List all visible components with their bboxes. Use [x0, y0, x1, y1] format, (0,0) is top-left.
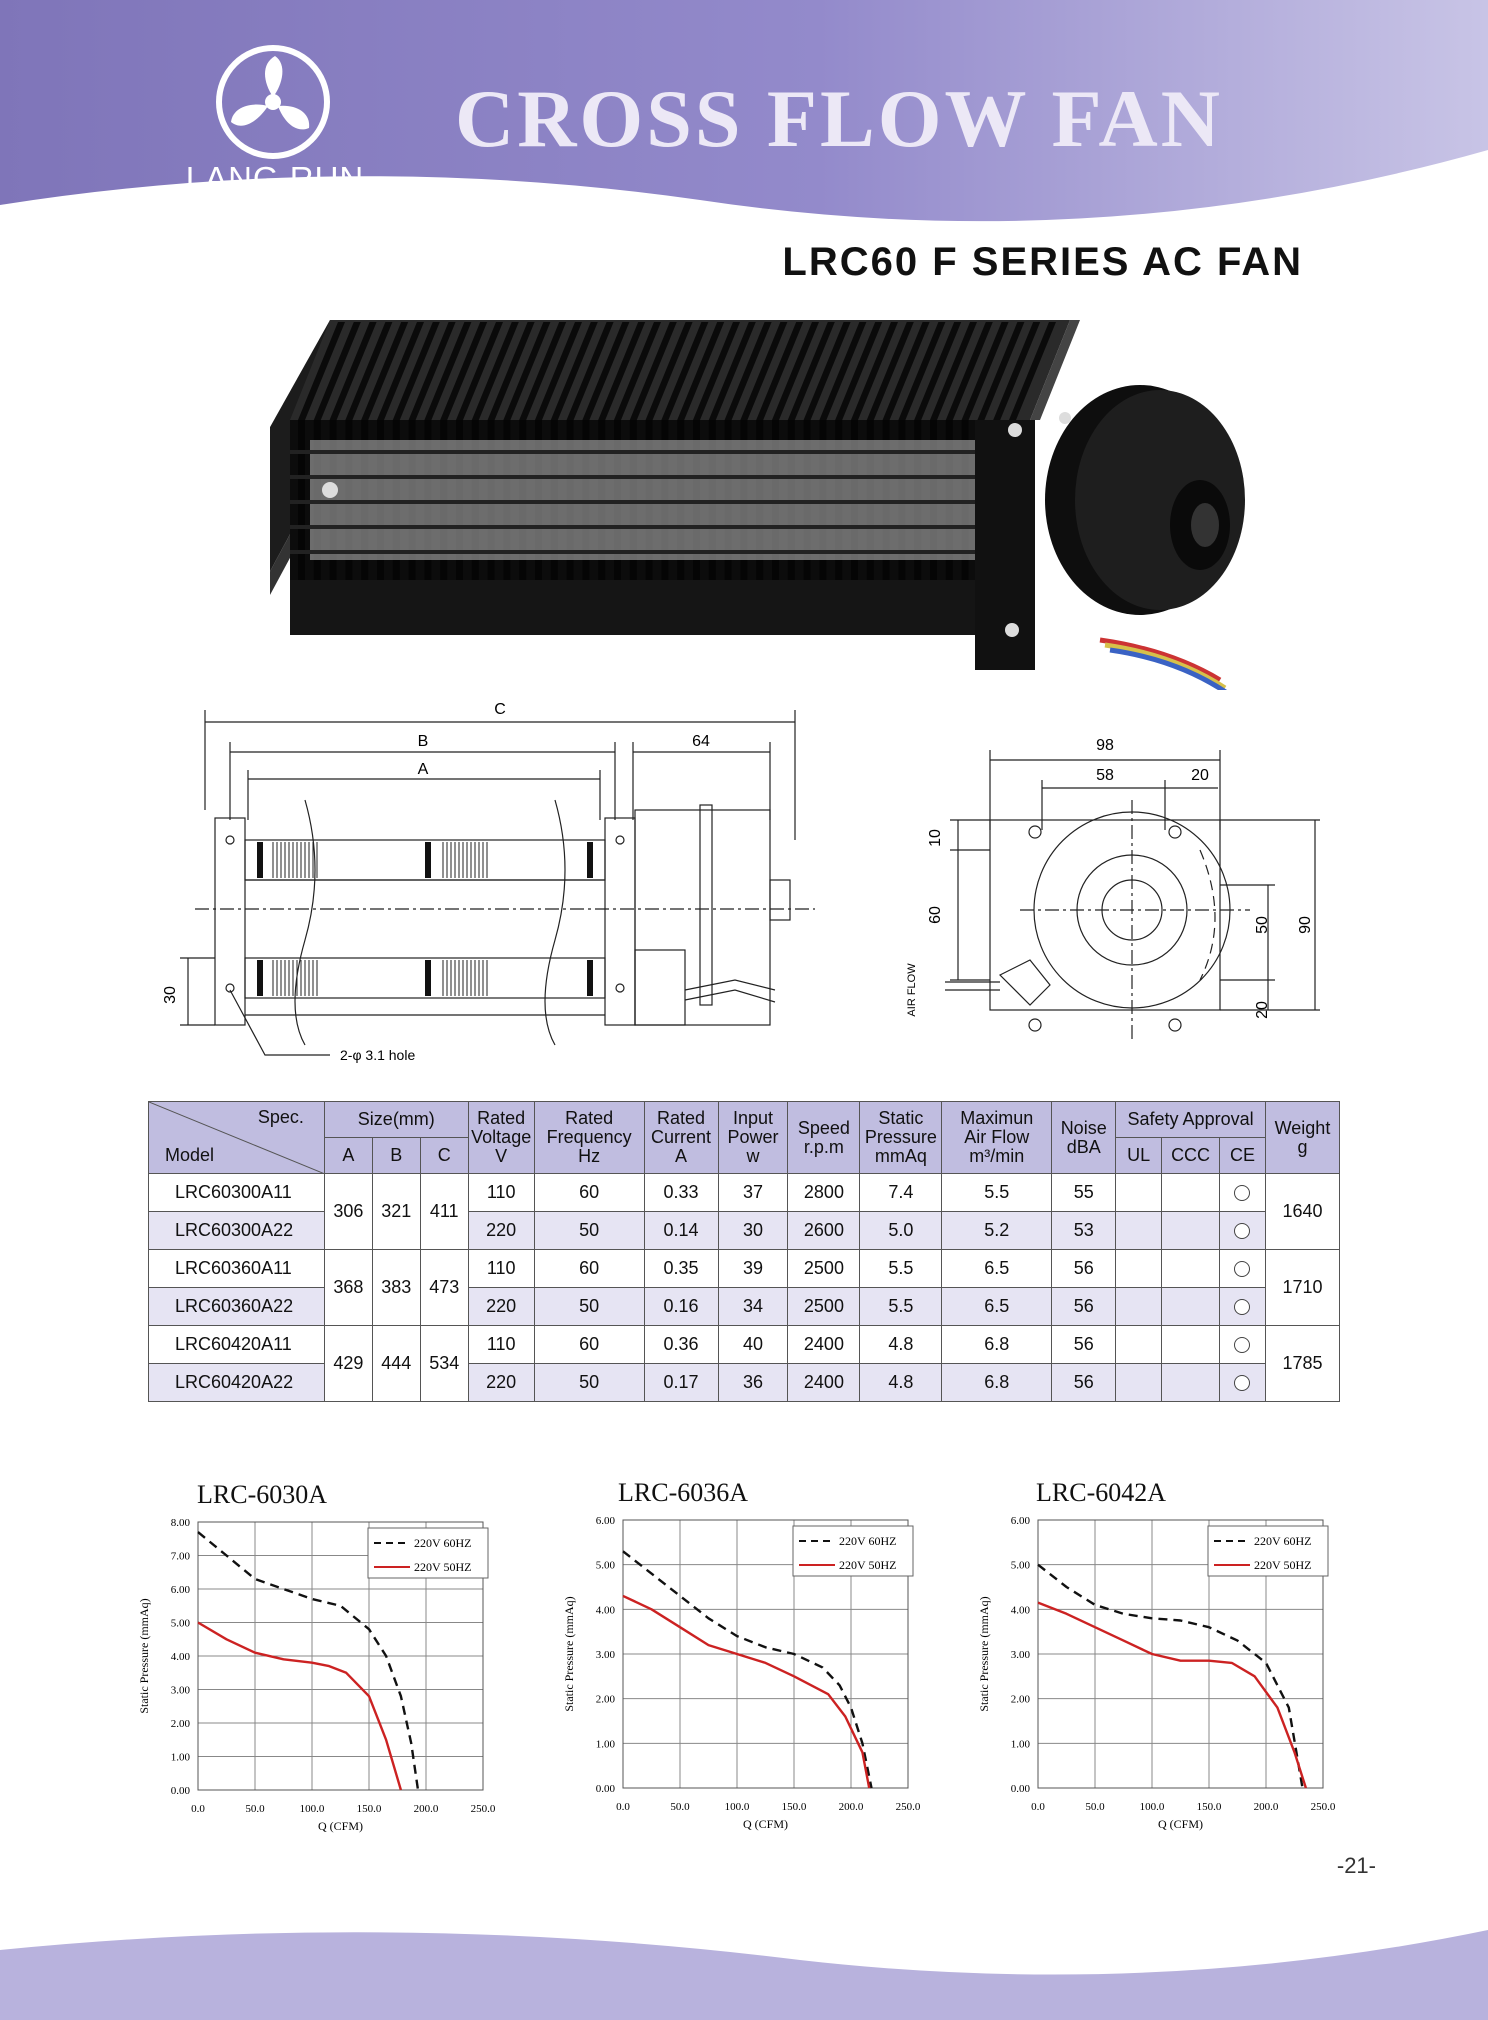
- front-view-drawing: [900, 720, 1340, 1060]
- model-label: Model: [165, 1145, 215, 1165]
- ccc-cell: [1162, 1250, 1220, 1288]
- ce-approval-icon: [1234, 1261, 1250, 1277]
- x-axis-label: Q (CFM): [1157, 1817, 1204, 1831]
- dim-20a-label: 20: [1191, 767, 1209, 784]
- size-a-cell: 368: [324, 1250, 372, 1326]
- ccc-cell: [1162, 1288, 1220, 1326]
- y-tick-label: 4.00: [170, 1651, 190, 1663]
- power-cell: 37: [718, 1174, 788, 1212]
- airflow-cell: 6.5: [942, 1288, 1052, 1326]
- size-a-cell: 306: [324, 1174, 372, 1250]
- pressure-cell: 4.8: [860, 1326, 942, 1364]
- y-tick-label: 6.00: [170, 1584, 190, 1596]
- current-cell: 0.16: [644, 1288, 718, 1326]
- ul-header: UL: [1116, 1138, 1162, 1174]
- speed-cell: 2600: [788, 1212, 860, 1250]
- size-c-cell: 473: [420, 1250, 468, 1326]
- model-cell: LRC60420A11: [149, 1326, 325, 1364]
- spec-table: [148, 1101, 1340, 1402]
- x-axis-label: Q (CFM): [742, 1817, 789, 1831]
- y-tick-label: 2.00: [595, 1693, 615, 1706]
- y-tick-label: 5.00: [170, 1617, 190, 1630]
- x-tick-label: 100.0: [1139, 1801, 1165, 1813]
- airflow-cell: 5.2: [942, 1212, 1052, 1250]
- x-tick-label: 100.0: [299, 1803, 325, 1815]
- x-tick-label: 50.0: [245, 1803, 265, 1815]
- ce-approval-icon: [1234, 1337, 1250, 1353]
- current-cell: 0.14: [644, 1212, 718, 1250]
- airflow-cell: 6.8: [942, 1326, 1052, 1364]
- chart-1-title: LRC-6030A: [197, 1480, 327, 1509]
- chart-lrc-6036a: [555, 1508, 935, 1838]
- airflow-cell: 6.8: [942, 1364, 1052, 1402]
- spec-label: Spec.: [257, 1107, 304, 1127]
- x-tick-label: 150.0: [356, 1803, 382, 1815]
- pressure-cell: 5.0: [860, 1212, 942, 1250]
- y-tick-label: 3.00: [170, 1684, 190, 1697]
- y-tick-label: 2.00: [170, 1718, 190, 1730]
- voltage-cell: 220: [468, 1364, 534, 1402]
- current-cell: 0.17: [644, 1364, 718, 1402]
- fan-logo-icon: [213, 42, 333, 162]
- ul-cell: [1116, 1326, 1162, 1364]
- ccc-header: CCC: [1162, 1138, 1220, 1174]
- size-c-cell: 411: [420, 1174, 468, 1250]
- weight-cell: 1710: [1265, 1250, 1339, 1326]
- legend-label: 220V 60HZ: [414, 1536, 472, 1550]
- weight-header: Weight g: [1265, 1102, 1339, 1174]
- size-c-cell: 534: [420, 1326, 468, 1402]
- ce-approval-icon: [1234, 1185, 1250, 1201]
- y-tick-label: 5.00: [1010, 1559, 1030, 1572]
- dim-64-label: 64: [692, 733, 710, 750]
- y-axis-label: Static Pressure (mmAq): [977, 1596, 991, 1712]
- side-view-drawing: [155, 690, 855, 1080]
- airflow-label: AIR FLOW: [906, 963, 918, 1017]
- page-title: CROSS FLOW FAN: [455, 73, 1223, 164]
- size-b-cell: 383: [372, 1250, 420, 1326]
- speed-header: Speed r.p.m: [788, 1102, 860, 1174]
- noise-cell: 53: [1052, 1212, 1116, 1250]
- model-cell: LRC60420A22: [149, 1364, 325, 1402]
- y-tick-label: 0.00: [595, 1783, 615, 1795]
- pressure-cell: 7.4: [860, 1174, 942, 1212]
- y-axis-label: Static Pressure (mmAq): [137, 1598, 151, 1714]
- x-tick-label: 150.0: [1196, 1801, 1222, 1813]
- y-tick-label: 8.00: [170, 1517, 190, 1529]
- x-tick-label: 50.0: [1085, 1801, 1105, 1813]
- dim-20b-label: 20: [1254, 1001, 1271, 1019]
- ce-cell: [1220, 1364, 1266, 1402]
- dim-30-label: 30: [162, 986, 179, 1004]
- chart-lrc-6042a: [970, 1508, 1350, 1848]
- legend-label: 220V 50HZ: [414, 1560, 472, 1574]
- x-tick-label: 250.0: [895, 1801, 921, 1813]
- noise-header: Noise dBA: [1052, 1102, 1116, 1174]
- x-tick-label: 200.0: [1253, 1801, 1279, 1813]
- x-tick-label: 200.0: [838, 1801, 864, 1813]
- frequency-cell: 50: [534, 1364, 644, 1402]
- x-tick-label: 250.0: [470, 1803, 496, 1815]
- safety-header: Safety Approval: [1116, 1102, 1266, 1138]
- ce-approval-icon: [1234, 1223, 1250, 1239]
- power-cell: 40: [718, 1326, 788, 1364]
- legend-label: 220V 60HZ: [1254, 1534, 1312, 1548]
- ul-cell: [1116, 1288, 1162, 1326]
- dim-c-label: C: [494, 701, 506, 718]
- hole-note: 2-φ 3.1 hole: [340, 1047, 416, 1063]
- power-header: Input Power w: [718, 1102, 788, 1174]
- dim-b-label: B: [417, 733, 429, 750]
- series-line: [198, 1623, 401, 1791]
- ccc-cell: [1162, 1326, 1220, 1364]
- noise-cell: 56: [1052, 1288, 1116, 1326]
- y-tick-label: 4.00: [1010, 1604, 1030, 1617]
- dim-10-label: 10: [927, 829, 944, 847]
- legend-label: 220V 60HZ: [839, 1534, 897, 1548]
- table-row: [149, 1326, 1340, 1364]
- frequency-cell: 60: [534, 1174, 644, 1212]
- current-cell: 0.33: [644, 1174, 718, 1212]
- ce-cell: [1220, 1212, 1266, 1250]
- series-line: [1038, 1565, 1303, 1788]
- footer-band: [0, 1890, 1488, 2020]
- weight-cell: 1640: [1265, 1174, 1339, 1250]
- legend-label: 220V 50HZ: [839, 1558, 897, 1572]
- power-cell: 30: [718, 1212, 788, 1250]
- ccc-cell: [1162, 1364, 1220, 1402]
- size-b-cell: 321: [372, 1174, 420, 1250]
- x-tick-label: 100.0: [724, 1801, 750, 1813]
- size-a-cell: 429: [324, 1326, 372, 1402]
- frequency-cell: 60: [534, 1326, 644, 1364]
- airflow-cell: 6.5: [942, 1250, 1052, 1288]
- airflow-header: Maximun Air Flow m³/min: [942, 1102, 1052, 1174]
- noise-cell: 56: [1052, 1326, 1116, 1364]
- y-tick-label: 4.00: [595, 1604, 615, 1617]
- y-axis-label: Static Pressure (mmAq): [562, 1596, 576, 1712]
- size-c-header: C: [420, 1138, 468, 1174]
- y-tick-label: 1.00: [170, 1751, 190, 1764]
- brand-name: LANG RUN: [185, 160, 365, 197]
- power-cell: 39: [718, 1250, 788, 1288]
- series-line: [623, 1596, 869, 1788]
- size-a-header: A: [324, 1138, 372, 1174]
- ul-cell: [1116, 1212, 1162, 1250]
- ul-cell: [1116, 1250, 1162, 1288]
- size-b-header: B: [372, 1138, 420, 1174]
- model-cell: LRC60360A22: [149, 1288, 325, 1326]
- spec-table-body: [149, 1174, 1340, 1402]
- ul-cell: [1116, 1174, 1162, 1212]
- speed-cell: 2400: [788, 1326, 860, 1364]
- x-axis-label: Q (CFM): [317, 1819, 364, 1833]
- dim-50-label: 50: [1254, 916, 1271, 934]
- pressure-cell: 5.5: [860, 1250, 942, 1288]
- table-row: [149, 1250, 1340, 1288]
- spec-model-header: [149, 1102, 325, 1174]
- dim-58-label: 58: [1096, 767, 1114, 784]
- product-photo: [270, 300, 1300, 690]
- speed-cell: 2400: [788, 1364, 860, 1402]
- series-line: [623, 1551, 872, 1788]
- frequency-cell: 60: [534, 1250, 644, 1288]
- x-tick-label: 0.0: [616, 1801, 630, 1813]
- voltage-cell: 220: [468, 1288, 534, 1326]
- dim-60-label: 60: [927, 906, 944, 924]
- voltage-cell: 110: [468, 1174, 534, 1212]
- airflow-cell: 5.5: [942, 1174, 1052, 1212]
- ce-cell: [1220, 1250, 1266, 1288]
- x-tick-label: 250.0: [1310, 1801, 1336, 1813]
- power-cell: 34: [718, 1288, 788, 1326]
- y-tick-label: 1.00: [595, 1738, 615, 1751]
- speed-cell: 2800: [788, 1174, 860, 1212]
- y-tick-label: 6.00: [1010, 1515, 1030, 1527]
- dim-90-label: 90: [1297, 916, 1314, 934]
- frequency-cell: 50: [534, 1288, 644, 1326]
- y-tick-label: 0.00: [170, 1785, 190, 1797]
- model-cell: LRC60300A11: [149, 1174, 325, 1212]
- legend-label: 220V 50HZ: [1254, 1558, 1312, 1572]
- current-header: Rated Current A: [644, 1102, 718, 1174]
- y-tick-label: 0.00: [1010, 1783, 1030, 1795]
- x-tick-label: 150.0: [781, 1801, 807, 1813]
- speed-cell: 2500: [788, 1288, 860, 1326]
- speed-cell: 2500: [788, 1250, 860, 1288]
- y-tick-label: 7.00: [170, 1550, 190, 1563]
- frequency-cell: 50: [534, 1212, 644, 1250]
- table-row: [149, 1174, 1340, 1212]
- current-cell: 0.36: [644, 1326, 718, 1364]
- ce-header: CE: [1220, 1138, 1266, 1174]
- size-header: Size(mm): [324, 1102, 468, 1138]
- ccc-cell: [1162, 1174, 1220, 1212]
- y-tick-label: 6.00: [595, 1515, 615, 1527]
- x-tick-label: 0.0: [191, 1803, 205, 1815]
- ul-cell: [1116, 1364, 1162, 1402]
- y-tick-label: 3.00: [1010, 1649, 1030, 1661]
- voltage-cell: 110: [468, 1250, 534, 1288]
- y-tick-label: 5.00: [595, 1559, 615, 1572]
- size-b-cell: 444: [372, 1326, 420, 1402]
- noise-cell: 56: [1052, 1250, 1116, 1288]
- x-tick-label: 200.0: [413, 1803, 439, 1815]
- noise-cell: 55: [1052, 1174, 1116, 1212]
- voltage-cell: 220: [468, 1212, 534, 1250]
- ccc-cell: [1162, 1212, 1220, 1250]
- pressure-cell: 5.5: [860, 1288, 942, 1326]
- series-title: LRC60 F SERIES AC FAN: [782, 240, 1303, 284]
- y-tick-label: 1.00: [1010, 1738, 1030, 1751]
- pressure-header: Static Pressure mmAq: [860, 1102, 942, 1174]
- frequency-header: Rated Frequency Hz: [534, 1102, 644, 1174]
- dim-a-label: A: [417, 761, 429, 778]
- pressure-cell: 4.8: [860, 1364, 942, 1402]
- current-cell: 0.35: [644, 1250, 718, 1288]
- weight-cell: 1785: [1265, 1326, 1339, 1402]
- power-cell: 36: [718, 1364, 788, 1402]
- page-number: -21-: [1336, 1853, 1376, 1878]
- noise-cell: 56: [1052, 1364, 1116, 1402]
- ce-approval-icon: [1234, 1375, 1250, 1391]
- y-tick-label: 3.00: [595, 1649, 615, 1661]
- x-tick-label: 50.0: [670, 1801, 690, 1813]
- chart-2-title: LRC-6036A: [618, 1478, 748, 1507]
- x-tick-label: 0.0: [1031, 1801, 1045, 1813]
- chart-lrc-6030a: [130, 1510, 510, 1840]
- model-cell: LRC60300A22: [149, 1212, 325, 1250]
- model-cell: LRC60360A11: [149, 1250, 325, 1288]
- chart-3-title: LRC-6042A: [1036, 1478, 1166, 1507]
- ce-cell: [1220, 1288, 1266, 1326]
- voltage-cell: 110: [468, 1326, 534, 1364]
- ce-cell: [1220, 1174, 1266, 1212]
- ce-approval-icon: [1234, 1299, 1250, 1315]
- y-tick-label: 2.00: [1010, 1693, 1030, 1706]
- voltage-header: Rated Voltage V: [468, 1102, 534, 1174]
- ce-cell: [1220, 1326, 1266, 1364]
- dim-98-label: 98: [1096, 737, 1114, 754]
